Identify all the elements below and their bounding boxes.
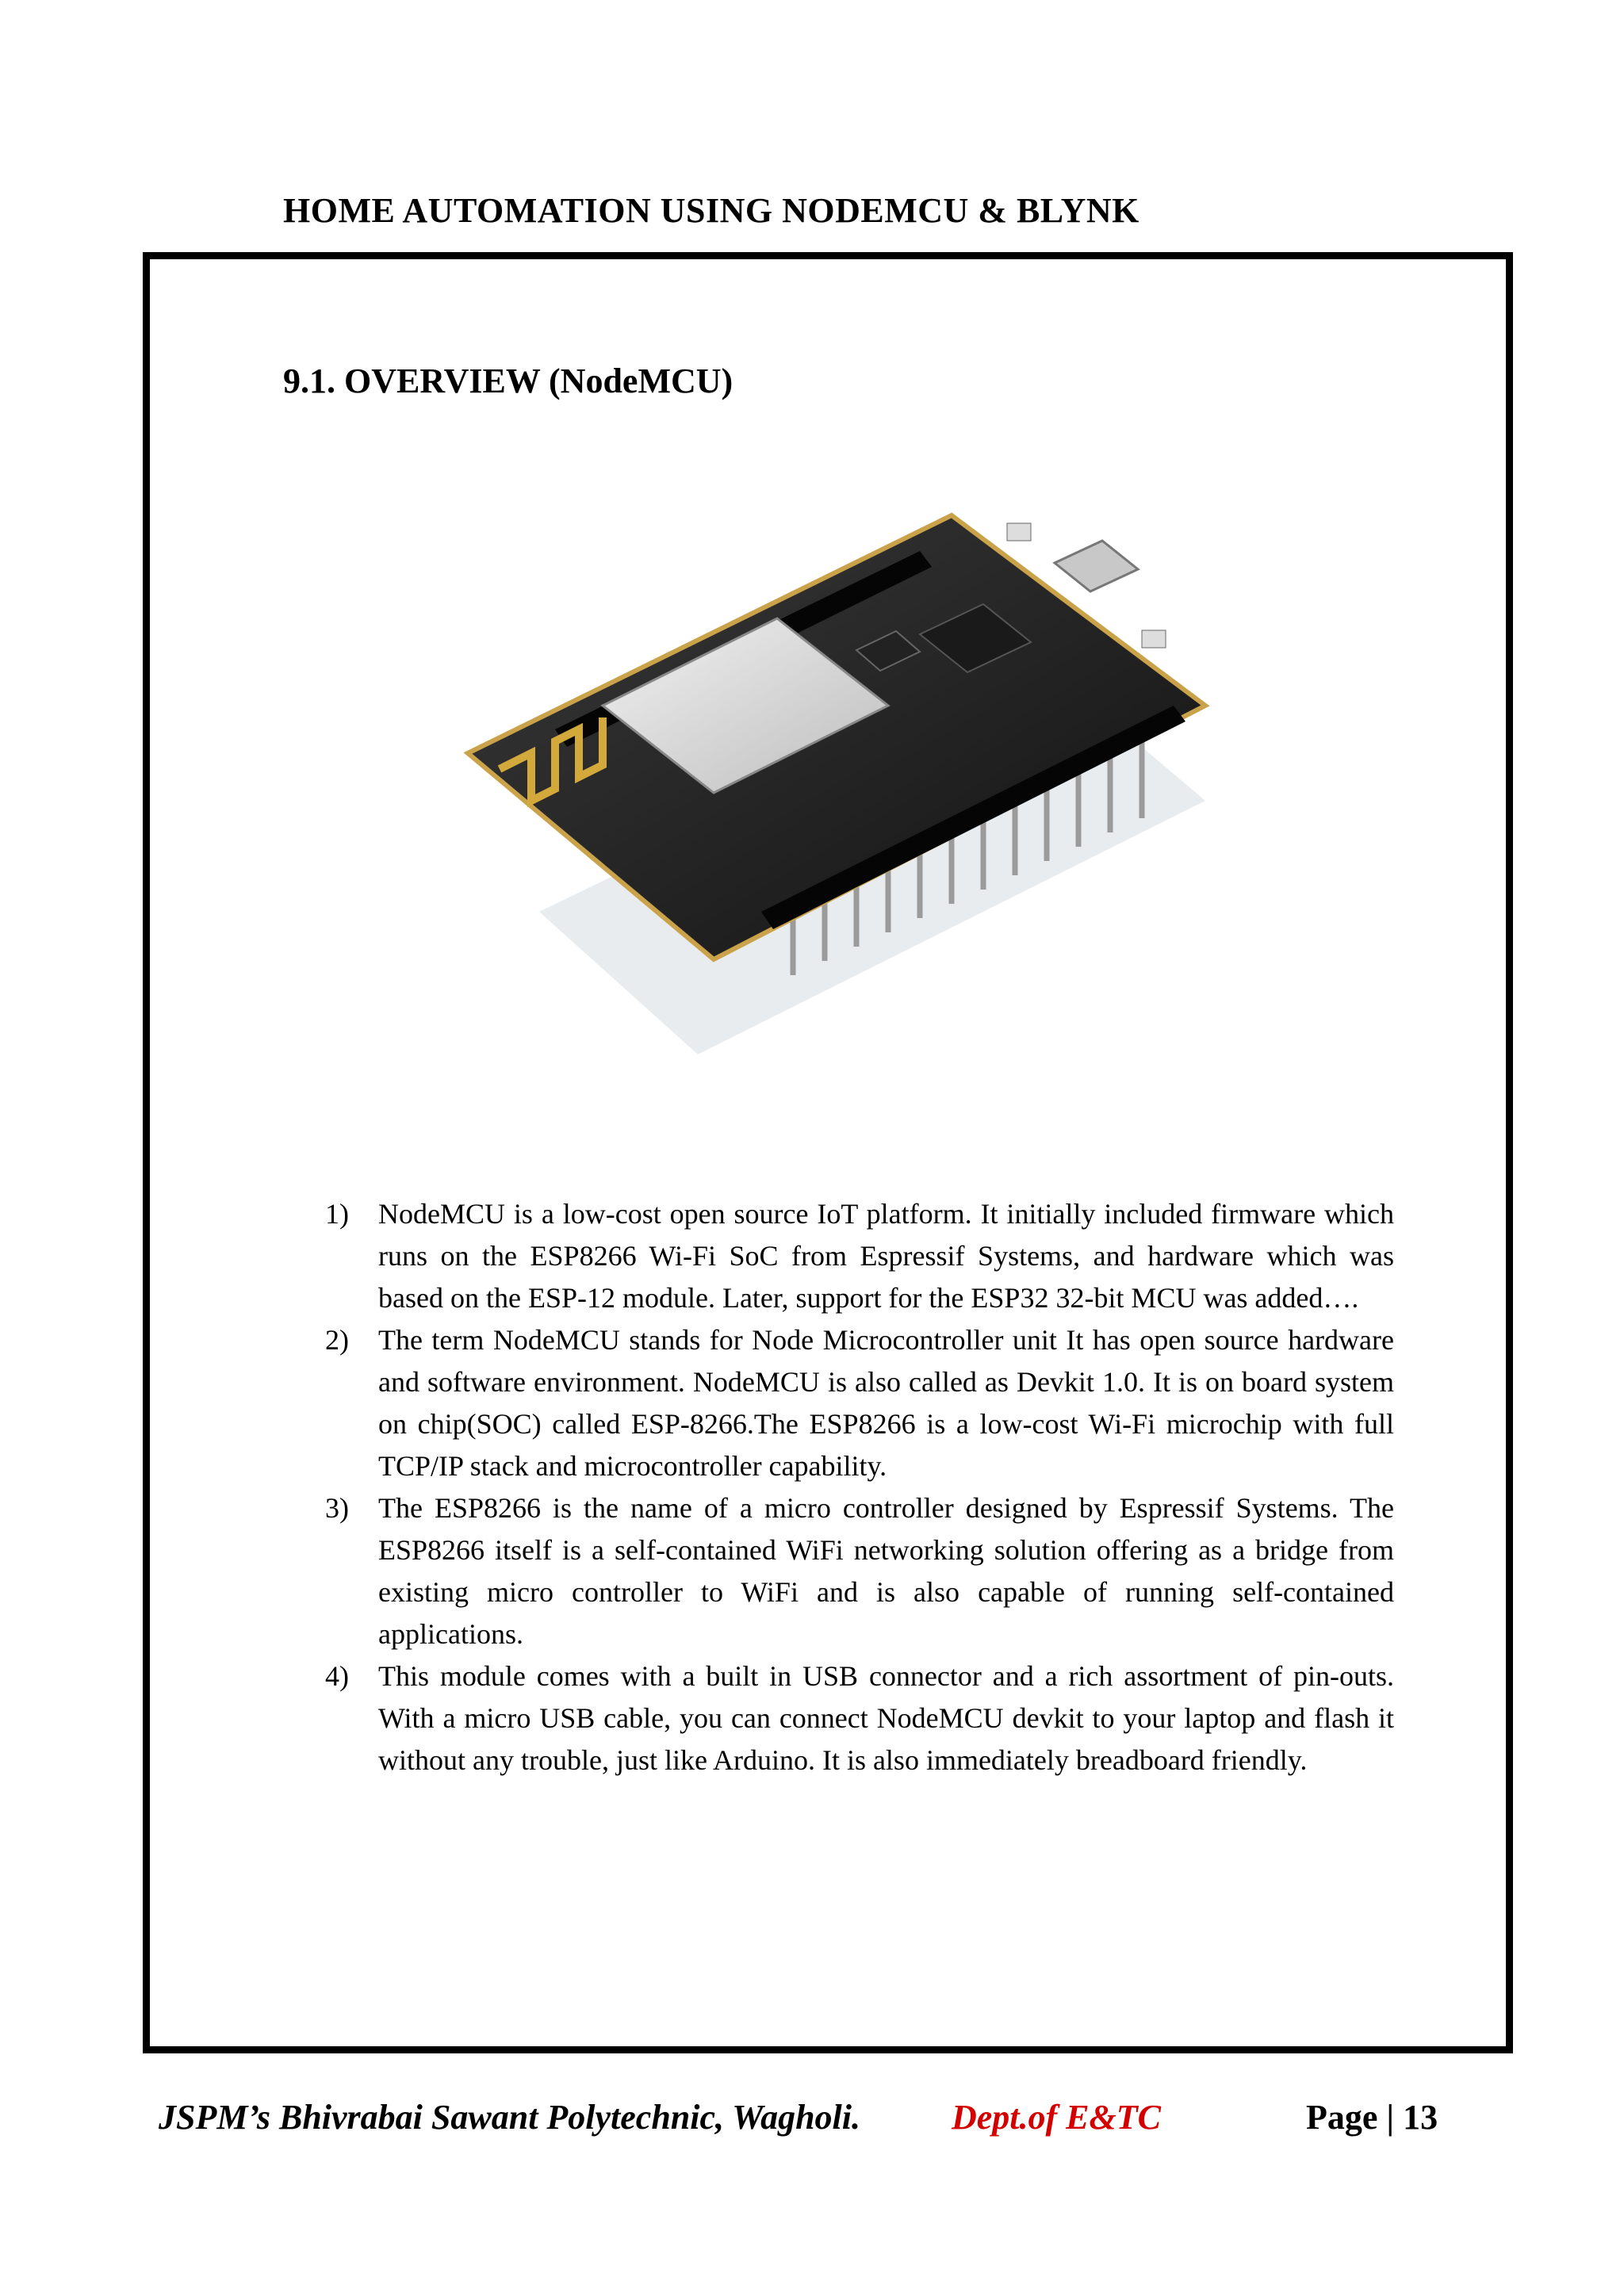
list-item <box>321 1193 1394 1319</box>
list-item-text: This module comes with a built in USB connector and a rich assortment of pin-outs. With a micro USB cable, you can connect NodeMCU devkit to your laptop and flash it without any trouble, just like Arduino. It is also immediately breadboard friendly. <box>378 1660 1394 1776</box>
list-item-number: 3) <box>325 1492 349 1524</box>
list-item <box>321 1319 1394 1487</box>
footer-department: Dept.of E&TC <box>952 2098 1161 2137</box>
list-item-number: 2) <box>325 1324 349 1356</box>
list-item <box>321 1487 1394 1655</box>
description-list <box>321 1193 1394 1781</box>
page-header-title: HOME AUTOMATION USING NODEMCU & BLYNK <box>283 191 1139 230</box>
section-title: 9.1. OVERVIEW (NodeMCU) <box>283 362 733 400</box>
list-item-text: The term NodeMCU stands for Node Microcontroller unit It has open source hardware and software environment. NodeMCU is also called as Devkit 1.0. It is on board system on chip(SOC) called ESP-8266.The ESP8266 is a low-cost Wi-Fi microchip with full TCP/IP stack and microcontroller capability. <box>378 1324 1394 1482</box>
footer-page-number: Page | 13 <box>1306 2098 1438 2137</box>
list-item-text: NodeMCU is a low-cost open source IoT platform. It initially included firmware which runs on the ESP8266 Wi-Fi SoC from Espressif Systems, and hardware which was based on the ESP-12 module. Later, support for the ESP32 32-bit MCU was added…. <box>378 1198 1394 1314</box>
list-item-number: 4) <box>325 1660 349 1692</box>
list-item <box>321 1655 1394 1781</box>
nodemcu-board-image <box>444 468 1253 1054</box>
list-item-text: The ESP8266 is the name of a micro controller designed by Espressif Systems. The ESP8266 itself is a self-contained WiFi networking solution offering as a bridge from existing micro controller to WiFi and is also capable of running self-contained applications. <box>378 1492 1394 1650</box>
list-item-number: 1) <box>325 1198 349 1230</box>
nodemcu-board-icon <box>444 468 1253 1054</box>
footer-institution: JSPM’s Bhivrabai Sawant Polytechnic, Wagholi. <box>159 2098 861 2137</box>
